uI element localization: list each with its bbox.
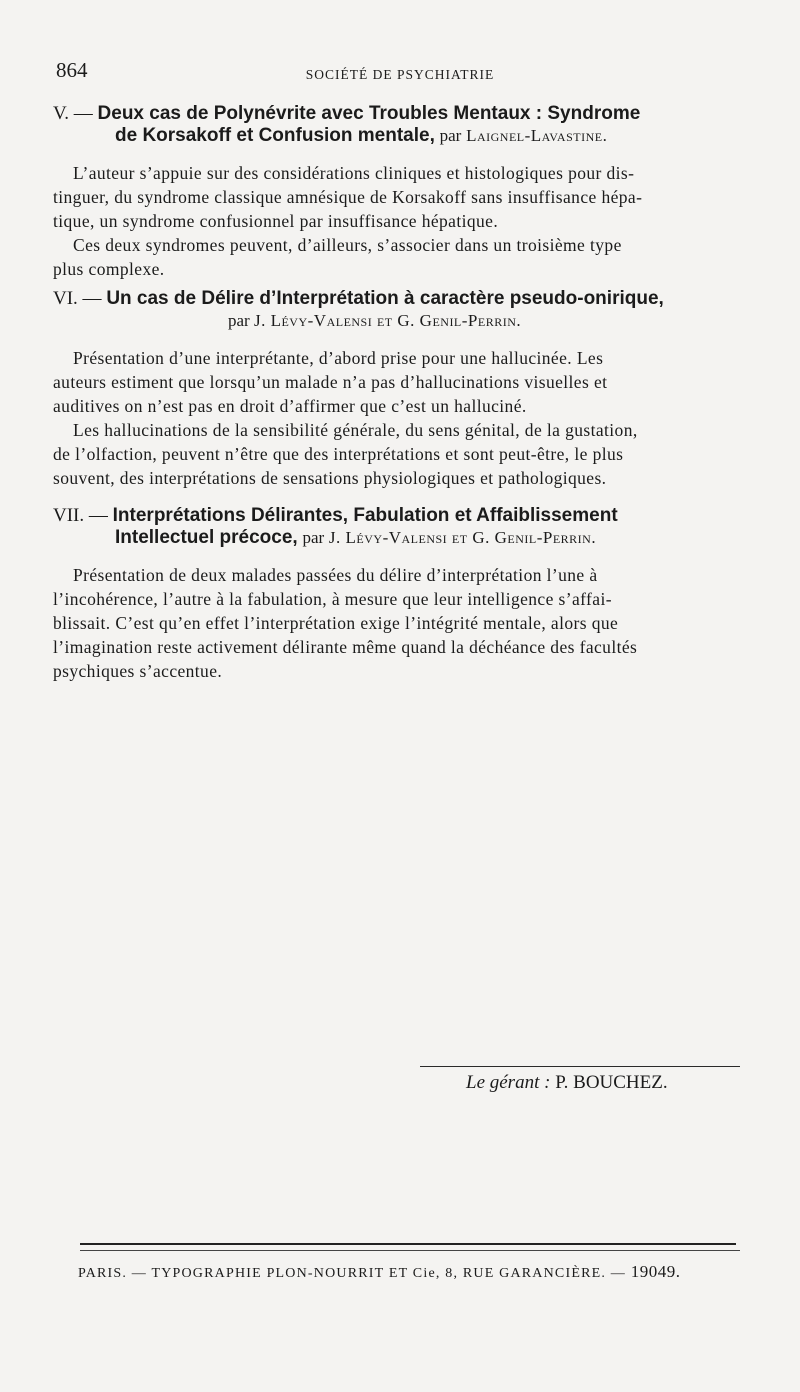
text-line: plus complexe. bbox=[53, 259, 165, 279]
article-body bbox=[53, 346, 749, 490]
article-numeral: VII. — bbox=[53, 505, 108, 526]
article-body bbox=[53, 161, 749, 281]
imprint-job-number: 19049. bbox=[630, 1262, 681, 1281]
signature-label: Le gérant : bbox=[466, 1072, 551, 1093]
article-title: Interprétations Délirantes, Fabulation et Affaiblissement bbox=[112, 505, 618, 526]
signature-name: P. BOUCHEZ. bbox=[555, 1072, 668, 1093]
paragraph bbox=[53, 346, 749, 418]
byline-par: par bbox=[439, 126, 462, 145]
article-authors: J. Lévy-Valensi et G. Genil-Perrin. bbox=[253, 311, 522, 330]
article-body bbox=[53, 563, 749, 683]
text-line: Les hallucinations de la sensibilité générale, du sens génital, de la gustation, bbox=[73, 420, 638, 440]
text-line: tinguer, du syndrome classique amnésique de Korsakoff sans insuffisance hépa- bbox=[53, 187, 643, 207]
article-numeral: VI. — bbox=[53, 288, 102, 309]
paragraph bbox=[53, 563, 749, 683]
text-line: tique, un syndrome confusionnel par insuffisance hépatique. bbox=[53, 211, 499, 231]
paragraph bbox=[53, 161, 749, 233]
text-line: souvent, des interprétations de sensations physiologiques et pathologiques. bbox=[53, 468, 607, 488]
text-line: Présentation de deux malades passées du délire d’interprétation l’une à bbox=[73, 565, 598, 585]
article-title: Deux cas de Polynévrite avec Troubles Mentaux : Syndrome bbox=[97, 103, 641, 124]
text-line: Ces deux syndromes peuvent, d’ailleurs, s’associer dans un troisième type bbox=[73, 235, 622, 255]
imprint-text: PARIS. — TYPOGRAPHIE PLON-NOURRIT ET Cie, 8, RUE GARANCIÈRE. — bbox=[78, 1266, 626, 1281]
byline-par: par bbox=[228, 311, 250, 330]
article-numeral: V. — bbox=[53, 103, 93, 124]
page-number: 864 bbox=[56, 58, 88, 82]
text-line: l’incohérence, l’autre à la fabulation, à mesure que leur intelligence s’affai- bbox=[53, 589, 612, 609]
article-vi bbox=[53, 288, 749, 490]
paragraph bbox=[53, 233, 749, 281]
paragraph bbox=[53, 418, 749, 490]
article-v bbox=[53, 103, 749, 281]
article-title: Intellectuel précoce, bbox=[115, 527, 298, 548]
article-title: Un cas de Délire d’Interprétation à caractère pseudo-onirique, bbox=[106, 288, 664, 309]
text-line: Présentation d’une interprétante, d’abord prise pour une hallucinée. Les bbox=[73, 348, 604, 368]
signature bbox=[466, 1072, 668, 1094]
article-title: de Korsakoff et Confusion mentale, bbox=[115, 125, 435, 146]
byline-par: par bbox=[302, 528, 325, 547]
article-title-line bbox=[53, 505, 749, 527]
text-line: psychiques s’accentue. bbox=[53, 661, 223, 681]
article-vii bbox=[53, 505, 749, 683]
text-line: de l’olfaction, peuvent n’être que des interprétations et sont peut-être, le plus bbox=[53, 444, 624, 464]
text-line: l’imagination reste activement délirante même quand la déchéance des facultés bbox=[53, 637, 638, 657]
article-title-line bbox=[53, 103, 749, 125]
article-title-line bbox=[53, 125, 749, 147]
text-line: blissait. C’est qu’en effet l’interprétation exige l’intégrité mentale, alors que bbox=[53, 613, 619, 633]
text-line: auteurs estiment que lorsqu’un malade n’a pas d’hallucinations visuelles et bbox=[53, 372, 608, 392]
article-authors: Laignel-Lavastine. bbox=[466, 126, 608, 145]
footer-rule bbox=[80, 1250, 740, 1251]
running-head: SOCIÉTÉ DE PSYCHIATRIE bbox=[305, 67, 495, 82]
printer-imprint bbox=[78, 1262, 680, 1282]
footer-rule bbox=[80, 1243, 736, 1245]
text-line: L’auteur s’appuie sur des considérations cliniques et histologiques pour dis- bbox=[73, 163, 635, 183]
byline bbox=[53, 310, 749, 332]
text-line: auditives on n’est pas en droit d’affirmer que c’est un halluciné. bbox=[53, 396, 527, 416]
signature-rule bbox=[420, 1066, 740, 1067]
article-title-line bbox=[53, 288, 749, 310]
article-authors: J. Lévy-Valensi et G. Genil-Perrin. bbox=[328, 528, 597, 547]
article-title-line bbox=[53, 527, 749, 549]
